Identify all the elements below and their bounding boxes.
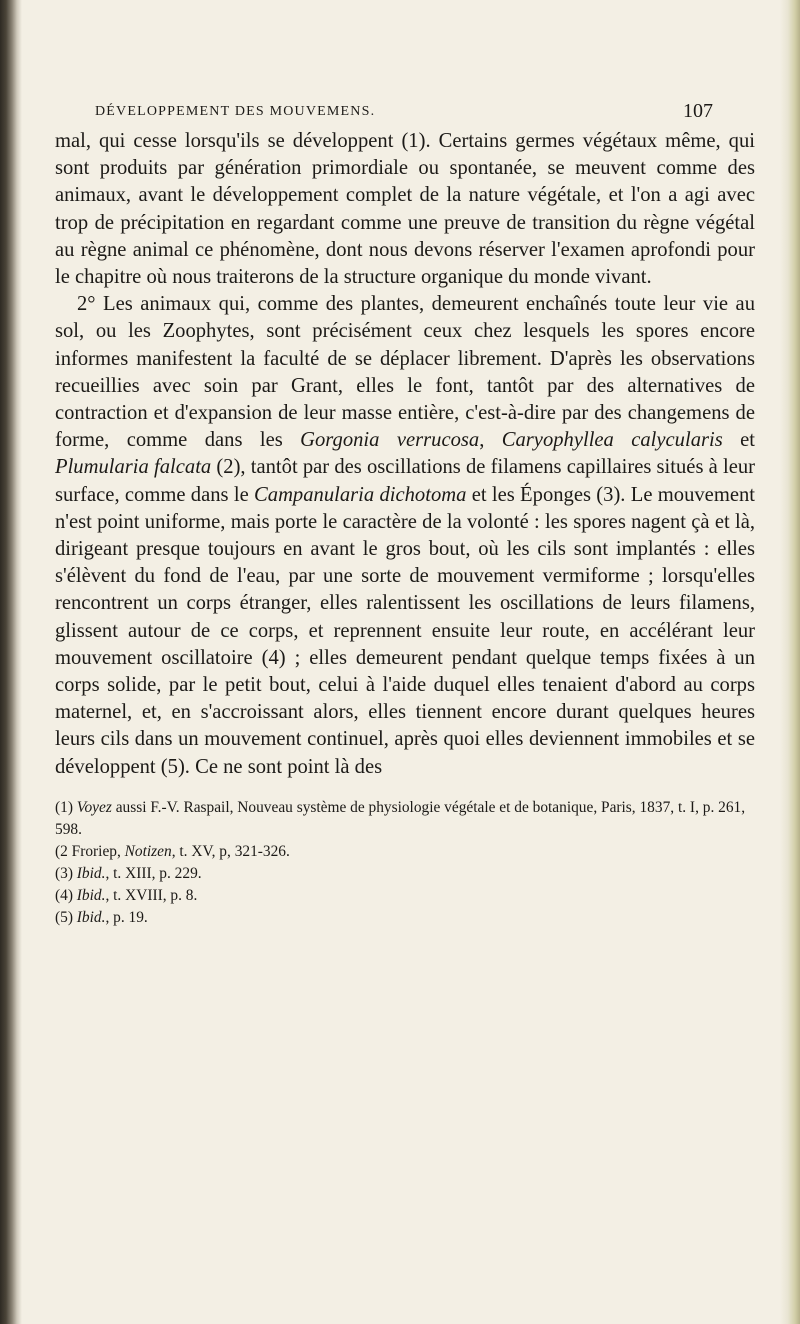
page-binding-shadow [0, 0, 22, 1324]
separator-1: , [479, 429, 502, 452]
footnote-4-italic: Ibid. [76, 886, 106, 904]
footnote-5-italic: Ibid. [76, 908, 106, 926]
page-number: 107 [683, 100, 713, 122]
footnote-3-rest: , t. XIII, p. 229. [105, 864, 202, 882]
running-head [55, 88, 755, 128]
species-campanularia: Campanularia dichotoma [254, 483, 467, 506]
separator-2: et [722, 429, 756, 452]
footnote-1-italic: Voyez [76, 798, 112, 816]
footnote-3 [55, 863, 755, 885]
footnote-5 [55, 907, 755, 929]
footnote-4-mark: (4) [55, 886, 77, 904]
body-text [55, 128, 755, 781]
footnotes [55, 797, 755, 929]
paragraph-zoophytes-part-2: (2), tantôt par des oscillations de filamens capillaires situés à leur surface, comme dans le [55, 456, 756, 506]
running-title: DÉVELOPPEMENT DES MOUVEMENS. [95, 104, 376, 119]
footnote-1 [55, 797, 755, 841]
species-plumularia: Plumularia falcata [55, 456, 212, 479]
species-caryophyllea: Caryophyllea calycularis [501, 429, 723, 452]
paragraph-continued: mal, qui cesse lorsqu'ils se développent (1). Certains germes végétaux même, qui sont produits par génération primordiale ou spontanée, se meuvent comme des animaux, avant le développement complet de la nature végétale, et l'on a agi avec trop de précipitation en regardant comme une preuve de transition du règne végétal au règne animal ce phénomène, dont nous devons réserver l'examen aprofondi pour le chapitre où nous traiterons de la structure organique du monde vivant. [55, 130, 755, 289]
footnote-4 [55, 885, 755, 907]
paragraph-zoophytes [55, 291, 755, 781]
footnote-3-mark: (3) [55, 864, 77, 882]
footnote-1-text: aussi F.-V. Raspail, Nouveau système de physiologie végétale et de botanique, Paris, 1837, t. I, p. 261, 598. [55, 798, 746, 838]
footnote-4-rest: , t. XVIII, p. 8. [105, 886, 198, 904]
book-page [55, 88, 755, 929]
footnote-2-rest: , t. XV, p, 321-326. [171, 842, 290, 860]
species-gorgonia: Gorgonia verrucosa [300, 429, 480, 452]
footnote-1-mark: (1) [55, 798, 77, 816]
paragraph-zoophytes-part-3: et les Éponges (3). Le mouvement n'est point uniforme, mais porte le caractère de la volonté : les spores nagent çà et là, dirigeant presque toujours en avant le gros bout, où les cils sont implantés : elles s'élèvent du fond de l'eau, par une sorte de mouvement vermiforme ; lorsqu'elles rencontrent un corps étranger, elles ralentissent les oscillations de leurs filamens, glissent autour de ce corps, et reprennent ensuite leur route, en accélérant leur mouvement oscillatoire (4) ; elles demeurent pendant quelque temps fixées à un corps solide, par le petit bout, celui à l'aide duquel elles tenaient d'abord au corps maternel, et, en s'accroissant alors, elles tiennent encore durant quelques heures leurs cils dans un mouvement continuel, après quoi elles deviennent immobiles et se développent (5). Ce ne sont point là des [55, 483, 755, 778]
footnote-5-mark: (5) [55, 908, 77, 926]
page-edge-shadow [780, 0, 800, 1324]
footnote-3-italic: Ibid. [76, 864, 106, 882]
footnote-5-rest: , p. 19. [105, 908, 148, 926]
paragraph-zoophytes-part-1: 2° Les animaux qui, comme des plantes, demeurent enchaînés toute leur vie au sol, ou les Zoophytes, sont précisément ceux chez lesquels les spores encore informes manifestent la faculté de se déplacer librement. D'après les observations recueillies avec soin par Grant, elles le font, tantôt par des alternatives de contraction et d'expansion de leur masse entière, c'est-à-dire par des changemens de forme, comme dans les [55, 293, 755, 452]
footnote-2-italic: Notizen [124, 842, 172, 860]
footnote-2-text: (2 Froriep, [55, 842, 125, 860]
footnote-2 [55, 841, 755, 863]
